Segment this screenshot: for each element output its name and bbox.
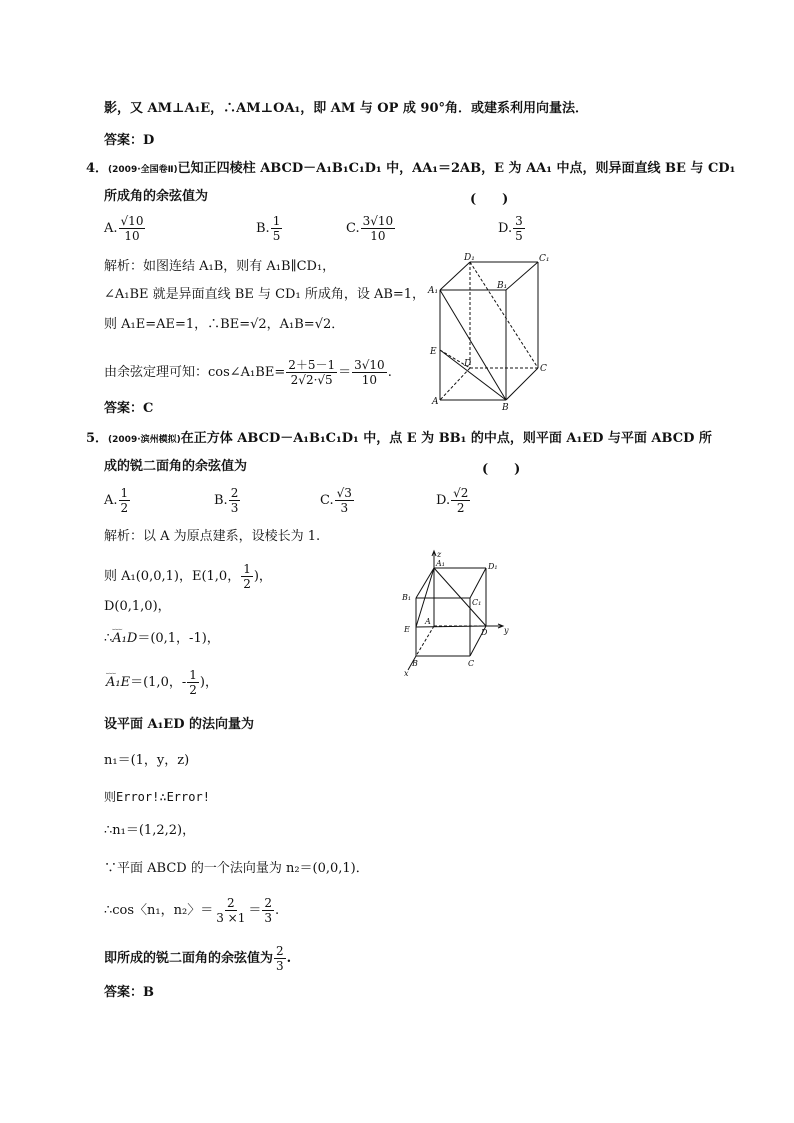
q5-solution-10: ∵平面 ABCD 的一个法向量为 n₂＝(0,0,1)． [104, 861, 369, 876]
q5-answer: 答案：B [104, 985, 154, 1000]
q5-cube-figure [398, 548, 516, 678]
line-e-b [440, 350, 506, 400]
q5-answer-bracket: ( ) [482, 462, 521, 477]
q4-label-d: D [464, 359, 472, 369]
q5-solution-9: ∴n₁＝(1,2,2)， [104, 823, 196, 838]
q5-source: (2009·滨州模拟) [108, 435, 181, 445]
edge-c1-b1 [506, 262, 538, 290]
q4-solution-4: 由余弦定理可知：cos∠A₁BE= $\frac{2+5-1}{2√2\cdot√5}$ ＝ $\frac{3√10}{10}$ . [104, 358, 392, 387]
q4-option-d: D. $\frac{3}{5}$ [498, 214, 523, 243]
edge-a-b-hidden [416, 626, 434, 656]
q5-option-d: D. $\frac{√2}{2}$ [436, 486, 469, 515]
q4-label-d1: D₁ [464, 253, 475, 263]
q5-solution-12: 即所成的锐二面角的余弦值为 $\frac{2}{3}$ . [104, 944, 292, 973]
intro-line: 影，又 AM⊥A₁E，∴AM⊥OA₁，即 AM 与 OP 成 90°角．或建系利用向量法． [104, 101, 589, 116]
q4-option-a: A. $\frac{√10}{10}$ [104, 214, 144, 243]
q5-number: 5． [86, 431, 109, 446]
q5-label-d1: D₁ [488, 562, 498, 571]
q4-stem-b: 所成角的余弦值为 [104, 189, 209, 204]
q5-solution-3: D(0,1,0)， [104, 599, 171, 614]
edge-d1-c1 [470, 568, 486, 598]
q5-label-d: D [481, 628, 488, 637]
edge-d-a-hidden [440, 368, 470, 400]
q4-answer: 答案：C [104, 401, 154, 416]
q4-stem-a: 已知正四棱柱 ABCD－A₁B₁C₁D₁ 中，AA₁＝2AB，E 为 AA₁ 中点，则异面直线 BE 与 CD₁ [177, 161, 736, 176]
q5-solution-4: ∴﹏ A₁D＝(0,1，-1)， [104, 630, 220, 648]
previous-answer: 答案：D [104, 133, 155, 148]
q4-label-c: C [540, 364, 547, 374]
q5-option-c: C. $\frac{√3}{3}$ [320, 486, 352, 515]
q5-stem-b: 成的锐二面角的余弦值为 [104, 459, 248, 474]
q4-solution-2: ∠A₁BE 就是异面直线 BE 与 CD₁ 所成角，设 AB=1， [104, 287, 426, 302]
q4-solution-3: 则 A₁E=AE=1，∴BE=√2，A₁B=√2． [104, 317, 345, 332]
q4-source: (2009·全国卷Ⅱ) [108, 165, 178, 175]
q5-label-y: y [504, 626, 509, 635]
q5-option-a: A. $\frac{1}{2}$ [104, 486, 129, 515]
q4-label-a1: A₁ [428, 286, 439, 296]
q5-label-c1: C₁ [472, 598, 482, 607]
q5-label-z: z [437, 550, 442, 559]
q5-label-c: C [468, 659, 475, 668]
q5-stem-line1 [86, 430, 712, 449]
q5-label-x: x [404, 669, 409, 678]
q5-solution-2: 则 A₁(0,0,1)，E(1,0， $\frac{1}{2}$ )， [104, 562, 272, 591]
q4-stem-line1 [86, 160, 735, 179]
q5-solution-8: 则Error!∴Error! [104, 790, 210, 804]
q4-label-c1: C₁ [539, 254, 550, 264]
q4-option-c: C. $\frac{3√10}{10}$ [346, 214, 394, 243]
q4-number: 4． [86, 161, 109, 176]
q5-label-a1: A₁ [436, 559, 445, 568]
q5-solution-1: 解析：以 A 为原点建系，设棱长为 1. [104, 529, 321, 544]
q4-solution-1: 解析：如图连结 A₁B，则有 A₁B∥CD₁， [104, 259, 336, 274]
q5-stem-a: 在正方体 ABCD－A₁B₁C₁D₁ 中，点 E 为 BB₁ 的中点，则平面 A₁ED 与平面 ABCD 所 [180, 431, 712, 446]
q5-solution-11: ∴cos〈n₁，n₂〉＝ $\frac{2}{3 \times 1}$ ＝ $\frac{2}{3}$ . [104, 896, 280, 925]
q5-option-b: B. $\frac{2}{3}$ [214, 486, 239, 515]
line-d1-c-hidden [470, 262, 538, 368]
q5-solution-5: ﹏ A₁E＝(1,0，- $\frac{1}{2}$ )， [106, 668, 218, 697]
edge-b-c [506, 368, 538, 400]
q5-label-b: B [412, 659, 418, 668]
q4-prism-figure [424, 250, 564, 414]
q5-solution-6: 设平面 A₁ED 的法向量为 [104, 717, 255, 732]
edge-b1-a1 [416, 568, 434, 598]
q4-label-b1: B₁ [497, 281, 508, 291]
q4-label-b: B [502, 403, 509, 413]
q4-option-b: B. $\frac{1}{5}$ [256, 214, 281, 243]
q4-label-e: E [430, 347, 437, 357]
q5-label-e: E [404, 625, 410, 634]
q4-answer-bracket: ( ) [470, 192, 509, 207]
q4-label-a: A [432, 397, 439, 407]
line-a1-d [434, 568, 486, 626]
line-a1-b [440, 290, 506, 400]
q5-label-a: A [425, 617, 431, 626]
q5-label-b1: B₁ [402, 593, 412, 602]
edge-a1-d1 [440, 262, 470, 290]
q5-solution-7: n₁＝(1，y，z) [104, 753, 190, 768]
